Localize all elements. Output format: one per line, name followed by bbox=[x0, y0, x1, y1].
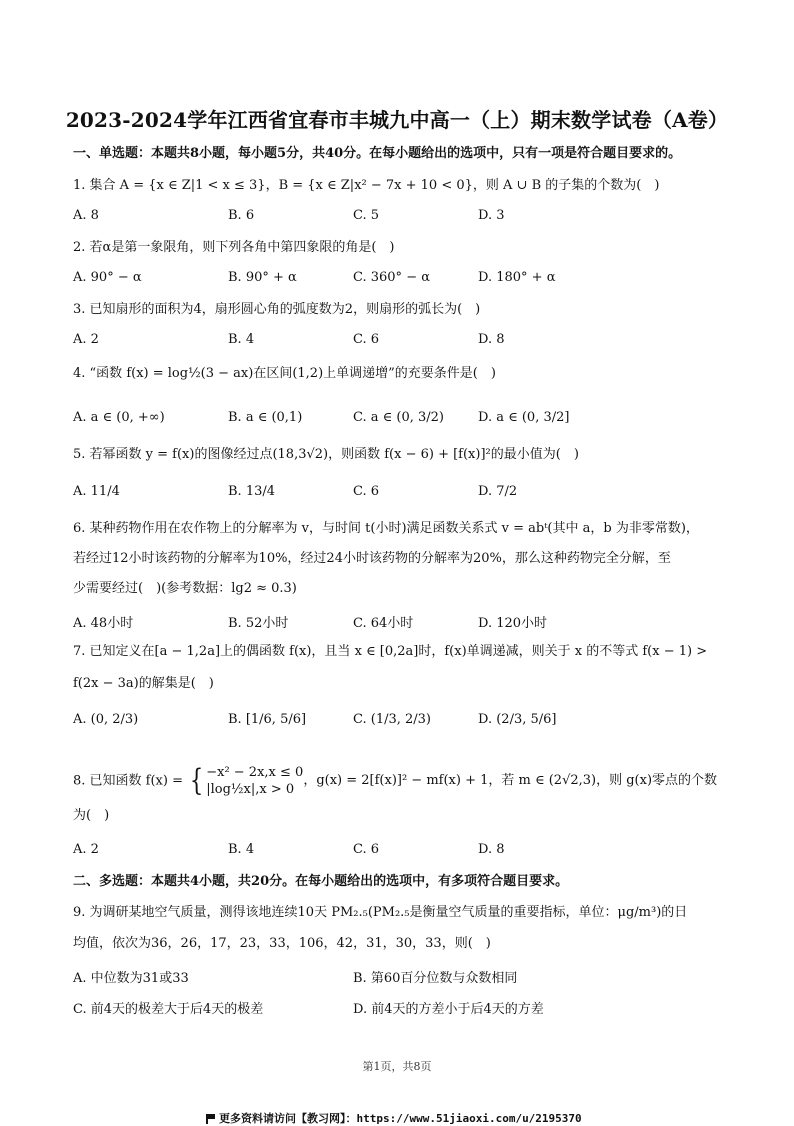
q8-stem-post: ，g(x) = 2[f(x)]² − mf(x) + 1，若 m ∈ (2√2,3)，则 g(x)零点的个数 bbox=[303, 773, 718, 788]
option-a: A. 中位数为31或33 bbox=[73, 971, 189, 986]
piece-2: |log½x|,x > 0 bbox=[206, 782, 295, 797]
option-a: A. a ∈ (0, +∞) bbox=[73, 410, 165, 425]
question-2-stem: 2. 若α是第一象限角，则下列各角中第四象限的角是( ) bbox=[73, 240, 395, 255]
question-9-stem-line-1: 9. 为调研某地空气质量，测得该地连续10天 PM₂.₅(PM₂.₅是衡量空气质量的重要指标，单位：μg/m³)的日 bbox=[73, 905, 688, 920]
q8-stem-pre: 8. 已知函数 f(x) = bbox=[73, 773, 188, 789]
question-3-stem: 3. 已知扇形的面积为4，扇形圆心角的弧度数为2，则扇形的弧长为( ) bbox=[73, 302, 481, 317]
question-9-options-row-2 bbox=[73, 998, 733, 1017]
question-4-options bbox=[73, 410, 733, 426]
option-d: D. 180° + α bbox=[478, 270, 556, 285]
question-5-options bbox=[73, 484, 733, 500]
question-7-stem-line-1: 7. 已知定义在[a − 1,2a]上的偶函数 f(x)，且当 x ∈ [0,2a]时，f(x)单调递减，则关于 x 的不等式 f(x − 1) > bbox=[73, 644, 708, 659]
option-d: D. 7/2 bbox=[478, 484, 518, 499]
question-4-stem: 4. “函数 f(x) = log½(3 − ax)在区间(1,2)上单调递增”的充要条件是( ) bbox=[73, 366, 496, 381]
option-c: C. 64小时 bbox=[353, 616, 414, 631]
section-heading-multi-choice: 二、多选题：本题共4小题，共20分。在每小题给出的选项中，有多项符合题目要求。 bbox=[73, 874, 569, 889]
option-a: A. 2 bbox=[73, 842, 99, 857]
flag-icon bbox=[206, 1114, 215, 1123]
page-footer: 第1页，共8页 bbox=[362, 1060, 432, 1073]
option-b: B. 第60百分位数与众数相同 bbox=[353, 971, 518, 986]
option-b: B. [1/6, 5/6] bbox=[228, 712, 307, 727]
option-d: D. 3 bbox=[478, 208, 505, 223]
option-d: D. 8 bbox=[478, 332, 505, 347]
section-heading-single-choice: 一、单选题：本题共8小题，每小题5分，共40分。在每小题给出的选项中，只有一项是符合题目要求的。 bbox=[73, 146, 682, 161]
option-b: B. 4 bbox=[228, 842, 255, 857]
option-a: A. 48小时 bbox=[73, 616, 134, 631]
option-d: D. 前4天的方差小于后4天的方差 bbox=[353, 1002, 544, 1017]
option-b: B. 52小时 bbox=[228, 616, 289, 631]
question-7-stem-line-2: f(2x − 3a)的解集是( ) bbox=[73, 676, 214, 691]
option-a: A. 2 bbox=[73, 332, 99, 347]
option-c: C. 6 bbox=[353, 332, 380, 347]
option-d: D. (2/3, 5/6] bbox=[478, 712, 557, 727]
question-6-stem-line-2: 若经过12小时该药物的分解率为10%，经过24小时该药物的分解率为20%，那么这种药物完全分解，至 bbox=[73, 551, 671, 566]
question-2-options bbox=[73, 270, 733, 286]
option-a: A. 90° − α bbox=[73, 270, 142, 285]
option-d: D. 120小时 bbox=[478, 616, 548, 631]
question-9-options-row-1 bbox=[73, 967, 733, 986]
option-a: A. 11/4 bbox=[73, 484, 120, 499]
option-c: C. a ∈ (0, 3/2) bbox=[353, 410, 444, 425]
option-c: C. (1/3, 2/3) bbox=[353, 712, 431, 727]
option-b: B. 4 bbox=[228, 332, 255, 347]
question-6-stem-line-3: 少需要经过( )(参考数据：lg2 ≈ 0.3) bbox=[73, 581, 297, 596]
question-3-options bbox=[73, 332, 733, 348]
option-c: C. 6 bbox=[353, 842, 380, 857]
question-5-stem: 5. 若幂函数 y = f(x)的图像经过点(18,3√2)，则函数 f(x − 6) + [f(x)]²的最小值为( ) bbox=[73, 447, 579, 462]
page-title: 2023-2024学年江西省宜春市丰城九中高一（上）期末数学试卷（A卷） bbox=[65, 108, 729, 132]
question-6-stem-line-1: 6. 某种药物作用在农作物上的分解率为 v，与时间 t(小时)满足函数关系式 v = abᵗ(其中 a，b 为非零常数)， bbox=[73, 521, 699, 536]
option-a: A. (0, 2/3) bbox=[73, 712, 139, 727]
option-c: C. 360° − α bbox=[353, 270, 430, 285]
option-d: D. 8 bbox=[478, 842, 505, 857]
option-a: A. 8 bbox=[73, 208, 99, 223]
option-b: B. 6 bbox=[228, 208, 255, 223]
piecewise-cases bbox=[206, 764, 303, 798]
question-9-stem-line-2: 均值，依次为36，26，17，23，33，106，42，31，30，33，则( ) bbox=[73, 936, 491, 951]
question-1-stem: 1. 集合 A = {x ∈ Z|1 < x ≤ 3}，B = {x ∈ Z|x² − 7x + 10 < 0}，则 A ∪ B 的子集的个数为( ) bbox=[73, 178, 660, 193]
question-8-stem-line-1 bbox=[73, 764, 717, 798]
question-6-options bbox=[73, 612, 733, 631]
option-d: D. a ∈ (0, 3/2] bbox=[478, 410, 570, 425]
option-c: C. 6 bbox=[353, 484, 380, 499]
question-8-stem-line-2: 为( ) bbox=[73, 808, 110, 823]
piecewise-brace: { bbox=[189, 763, 204, 798]
question-8-options bbox=[73, 842, 733, 858]
question-7-options bbox=[73, 712, 733, 728]
option-b: B. 90° + α bbox=[228, 270, 297, 285]
piece-1: −x² − 2x,x ≤ 0 bbox=[206, 765, 304, 780]
option-b: B. 13/4 bbox=[228, 484, 276, 499]
option-b: B. a ∈ (0,1) bbox=[228, 410, 303, 425]
question-1-options bbox=[73, 208, 733, 224]
resource-note-text: 更多资料请访问【教习网】：https://www.51jiaoxi.com/u/2195370 bbox=[219, 1112, 582, 1125]
option-c: C. 5 bbox=[353, 208, 380, 223]
option-c: C. 前4天的极差大于后4天的极差 bbox=[73, 1002, 264, 1017]
